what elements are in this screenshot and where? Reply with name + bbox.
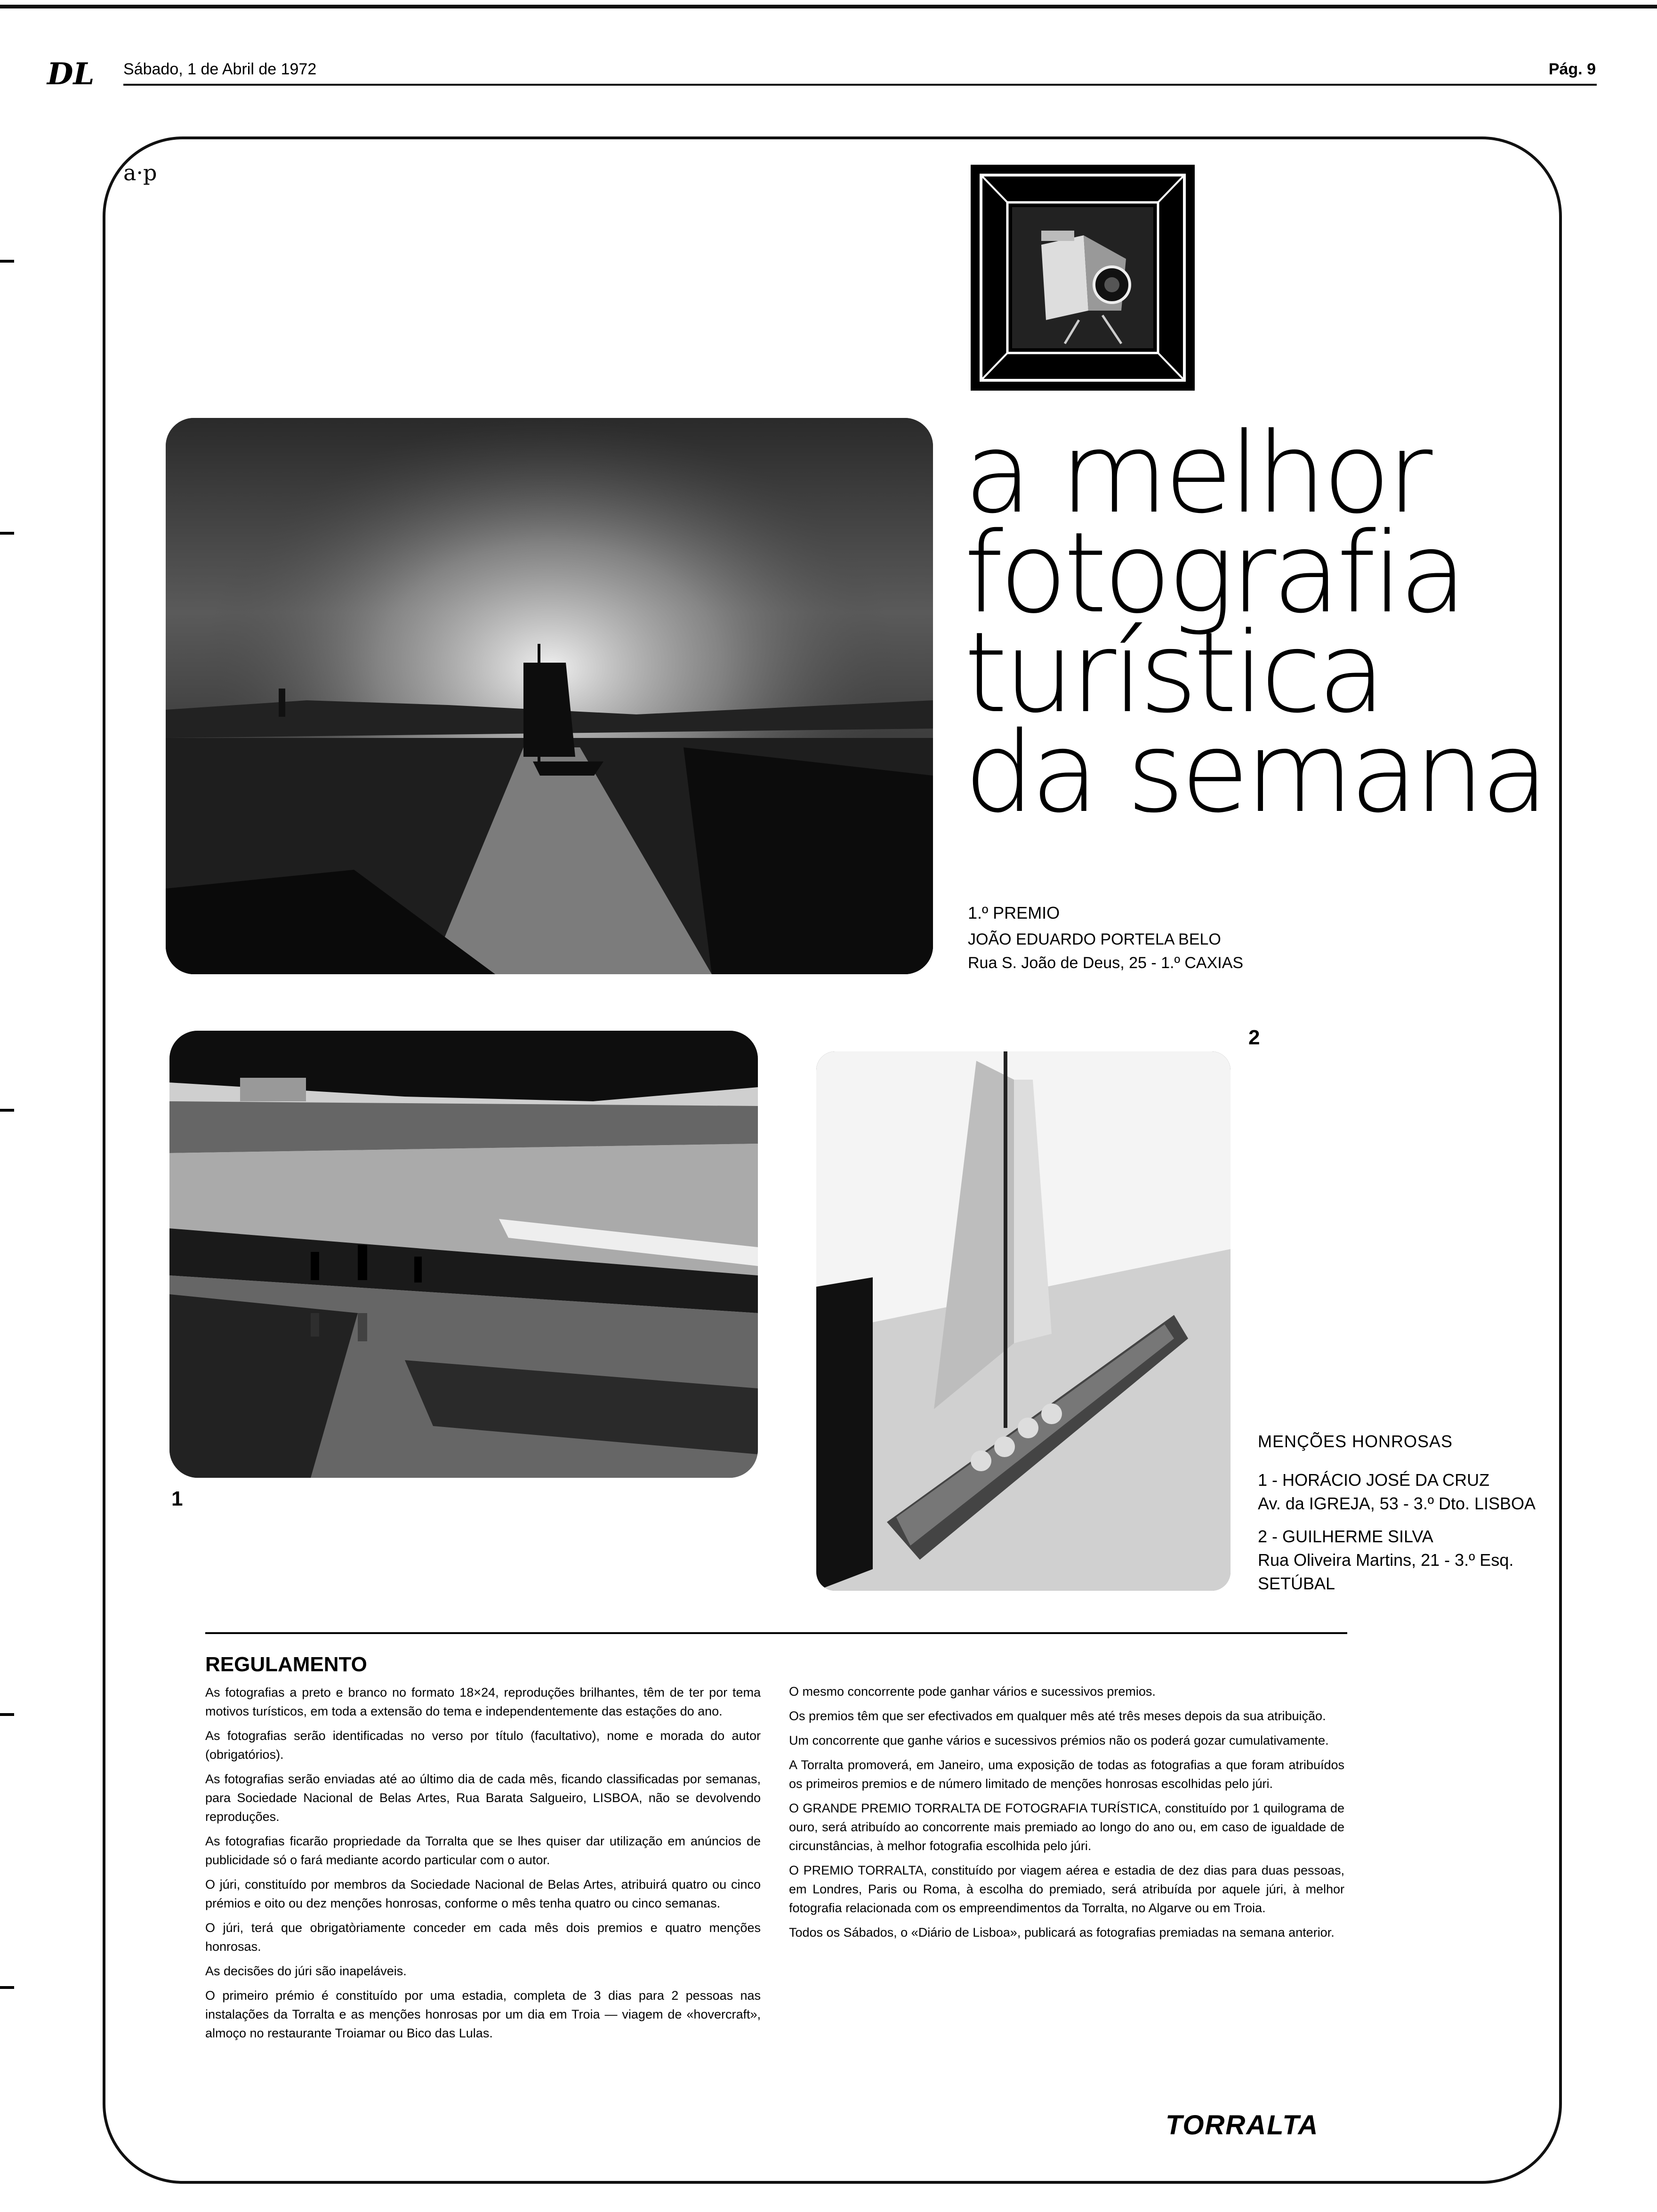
mention-2-name: 2 - GUILHERME SILVA <box>1258 1527 1433 1546</box>
mention-2-city: SETÚBAL <box>1258 1574 1335 1593</box>
headline-line: da semana <box>964 708 1545 837</box>
rule-paragraph: As decisões do júri são inapeláveis. <box>205 1964 407 1978</box>
rules-column-right <box>789 1682 1344 1948</box>
rules-column-left <box>205 1683 761 2048</box>
rule-paragraph: As fotografias ficarão propriedade da Torralta que se lhes quiser dar utilização em anúncios de publicidade só o fará mediante acordo particular com o autor. <box>205 1834 761 1867</box>
camera-illustration <box>971 165 1195 391</box>
rule-paragraph: Um concorrente que ganhe vários e sucessivos prémios não os poderá gozar cumulativamente. <box>789 1733 1329 1747</box>
rule-paragraph: A Torralta promoverá, em Janeiro, uma exposição de todas as fotografias a que foram atribuídos os primeiros premios e de número limitado de menções honrosas escolhidas pelo júri. <box>789 1758 1344 1791</box>
margin-mark <box>0 1986 14 1989</box>
page-number: Pág. 9 <box>1548 60 1596 78</box>
first-prize-photo <box>166 418 933 974</box>
margin-mark <box>0 260 14 263</box>
first-prize-name: JOÃO EDUARDO PORTELA BELO <box>968 930 1221 948</box>
top-border <box>0 5 1657 8</box>
headline-line: turística <box>964 608 1383 737</box>
rule-paragraph: As fotografias serão identificadas no verso por título (facultativo), nome e morada do autor (obrigatórios). <box>205 1729 761 1762</box>
rule-paragraph: Todos os Sábados, o «Diário de Lisboa», publicará as fotografias premiadas na semana anterior. <box>789 1925 1335 1940</box>
rule-paragraph: O PREMIO TORRALTA, constituído por viagem aérea e estadia de dez dias para duas pessoas, em Londres, Paris ou Roma, à escolha do premiado, será atribuída por aquele júri, à melhor fotografia relacionada com os empreendimentos da Torralta, no Algarve ou em Troia. <box>789 1863 1344 1915</box>
headline-line: fotografia <box>964 508 1464 638</box>
rule-paragraph: O primeiro prémio é constituído por uma estadia, completa de 3 dias para 2 pessoas nas instalações da Torralta e as menções honrosas por um dia em Troia — viagem de «hovercraft», almoço no restaurante Troiamar ou Bico das Lulas. <box>205 1988 761 2040</box>
honorable-mention-photo-2 <box>816 1051 1231 1591</box>
rule-paragraph: O júri, constituído por membros da Sociedade Nacional de Belas Artes, atribuirá quatro ou cinco prémios e oito ou dez menções honrosas, conforme o mês tenha quatro ou cinco semanas. <box>205 1877 761 1910</box>
honorable-mention-photo-1 <box>169 1031 758 1478</box>
margin-mark <box>0 532 14 535</box>
agency-logo: a·p <box>123 160 157 185</box>
issue-date: Sábado, 1 de Abril de 1972 <box>123 60 317 78</box>
rule-paragraph: Os premios têm que ser efectivados em qualquer mês até três meses depois da sua atribuição. <box>789 1709 1326 1723</box>
first-prize-label: 1.º PREMIO <box>968 903 1060 922</box>
margin-mark <box>0 1109 14 1112</box>
mention-1-name: 1 - HORÁCIO JOSÉ DA CRUZ <box>1258 1470 1490 1490</box>
first-prize-address: Rua S. João de Deus, 25 - 1.º CAXIAS <box>968 954 1244 972</box>
rule-paragraph: As fotografias serão enviadas até ao último dia de cada mês, ficando classificadas por semanas, para Sociedade Nacional de Belas Artes, Rua Barata Salgueiro, LISBOA, não se devolvendo reproduções. <box>205 1772 761 1824</box>
photo-number-2: 2 <box>1248 1026 1260 1049</box>
section-rule <box>205 1632 1347 1634</box>
camera-logo-icon <box>971 165 1195 391</box>
margin-mark <box>0 1713 14 1716</box>
headline-line: a melhor <box>964 409 1429 538</box>
header-rule <box>123 84 1597 86</box>
rule-paragraph: O mesmo concorrente pode ganhar vários e sucessivos premios. <box>789 1684 1156 1699</box>
mention-1-address: Av. da IGREJA, 53 - 3.º Dto. LISBOA <box>1258 1494 1536 1513</box>
honorable-mentions-title: MENÇÕES HONROSAS <box>1258 1432 1453 1451</box>
newspaper-logo: DL <box>47 56 95 92</box>
rule-paragraph: O GRANDE PREMIO TORRALTA DE FOTOGRAFIA TURÍSTICA, constituído por 1 quilograma de ouro, será atribuído ao concorrente mais premiado ao longo do ano ou, em caso de igualdade de circunstâncias, à melhor fotografia escolhida pelo júri. <box>789 1801 1344 1853</box>
rule-paragraph: As fotografias a preto e branco no formato 18×24, reproduções brilhantes, têm de ter por tema motivos turísticos, em toda a extensão do tema e independentemente das estações do ano. <box>205 1685 761 1718</box>
headline <box>964 409 1576 837</box>
mention-2-address: Rua Oliveira Martins, 21 - 3.º Esq. <box>1258 1550 1514 1570</box>
torralta-logo: TORRALTA <box>1166 2110 1319 2140</box>
rule-paragraph: O júri, terá que obrigatòriamente conceder em cada mês dois premios e quatro menções honrosas. <box>205 1921 761 1954</box>
rules-title: REGULAMENTO <box>205 1653 367 1676</box>
photo-number-1: 1 <box>171 1487 183 1510</box>
